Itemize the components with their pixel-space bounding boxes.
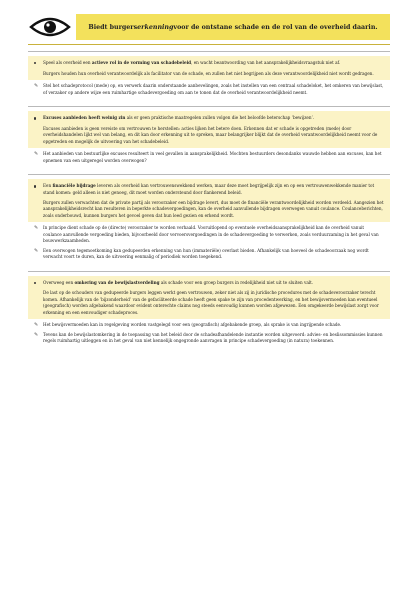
header <box>28 10 390 45</box>
eye-icon <box>28 13 72 41</box>
pencil-icon: ✎ <box>34 247 39 254</box>
pencil-icon: ✎ <box>34 151 39 158</box>
document-page <box>28 10 390 348</box>
paragraph: Excuses aanbieden is geen vereiste om vertrouwen te herstellen: acties lijken het betere doen. Erkennen dat er schade is opgetreden (mede) door overheidshandelen lijkt wel van belang, en dit kan door erkenning uit te spreken, maar belangrijker blijkt dat de overheid verantwoordelijkheid neemt voor de opgetreden en mogelijk de uitvoering van het schadebeleid. <box>43 125 378 144</box>
section-4 <box>28 271 390 349</box>
bullet-item: Overweeg een omkering van de bewijslastverdeling als schade voor een groep burgers in redelijkheid niet uit te sluiten valt. <box>34 280 384 287</box>
note-item: ✎ Stel het schadeprotocol (mede) op, en verwerk daarin onderstaande aanbevelingen, zoals het instellen van een centraal schadeloket, het omkeren van bewijslast, of verzaker op andere wijze een ruimhartige schadevergoeding om aan te tonen dat de overheid verantwoordelijkheid neemt. <box>34 83 384 95</box>
bullet-icon <box>34 282 36 284</box>
pencil-icon: ✎ <box>34 225 39 232</box>
section-1 <box>28 51 390 100</box>
paragraph: De last op de schouders van gedupeerde burgers leggen werkt geen vertrouwen, zeker niet als zij in juridische procedures met de schadeveroorzaker terecht komen. Afhankelijk van de ‘bijzonderheid’ van de gefaciliteerde schade heeft geen spake te zijn van procedentwerking, en het bewijsvermoeden kan eventueel (geografisch) worden afgebakend waardoor evident onterechte claims nog steeds eenvoudig kunnen worden afgewezen. Een omgekeerde bewijslast zorgt voor erkenning en een eenvoudiger schadeproces. <box>43 290 379 315</box>
bullet-item: Speel als overheid een actieve rol in de vorming van schadebeleid, en wacht beantwoording van het aansprakelijkheidsvraagstuk niet af. <box>34 60 384 67</box>
section-3 <box>28 174 390 264</box>
bullet-icon <box>34 62 36 64</box>
bullet-icon <box>34 185 36 187</box>
bullet-item: Excuses aanbieden heeft weinig zin als er geen praktische maatregelen zullen volgen die het beloofde beterschap ‘bewijzen’. <box>34 115 384 122</box>
note-item: ✎ Het bewijsvermoeden kan in regelgeving worden vastgelegd voor een (geografisch) afgebakende groep, als sprake is van ingrijpende schade. <box>34 322 342 329</box>
pencil-icon: ✎ <box>34 331 39 338</box>
bullet-icon <box>34 117 36 119</box>
note-item: ✎ Tevens kan de bewijslastomkering in de toepassing van het beleid door de schadeafhandelende instantie worden uitgevoerd: advies- en beslissommissies kunnen regels ruimhartig uitleggen en in het geval van niet kennelijk ongegronde aanvragen in principe schadevergoeding (in natura) toekennen. <box>34 331 383 343</box>
page-title: Biedt burgers erkenning voor de ontstane schade en de rol van de overheid daarin. <box>76 14 390 40</box>
pencil-icon: ✎ <box>34 83 39 90</box>
note-item: ✎ Een overwogen tegemoetkoming kan gedupeerden erkenning van hun (immateriële) overlast bieden. Afhankelijk van hoeveel de schadeoorzaak nog wordt verwacht voort te duren, kan de uitvoering eenmalig of periodiek worden toegekend. <box>34 247 369 260</box>
note-item: ✎ Het aanbieden van bestuurlijke excuses resulteert in veel gevallen in aansprakelijkheid. Mochten bestuurders desondanks wauwde hebben aan excuses, kan het opnemen van een uitgeregel worden overwogen? <box>34 151 382 163</box>
bullet-item: Een financiële bijdrage leveren als overheid kan vertrouwenswekkend werken, maar deze moet begrijpelijk zijn en op een vertrouwenwekkende manier tot stand komen: geld alleen is niet genoeg, dit moet worden ondersteund door flankerend beleid. <box>34 183 384 196</box>
paragraph: Burgers houden hun overheid verantwoordelijk als facilitator van de schade, en zullen het niet begrijpen als deze verantwoordelijkheid niet wordt gedragen. <box>43 70 374 76</box>
pencil-icon: ✎ <box>34 322 39 329</box>
section-2 <box>28 106 390 168</box>
paragraph: Burgers zullen verwachten dat de private partij als veroorzaker een bijdrage levert, dus moet de financiële verantwoordelijkheid worden verdeeld. Aangezien het aansprakelijkheidsrecht kan resulteren in beperkte schadevergoedingen, kan de overheid aanvullende bijdragen overwegen vanuit coulance. Coulanceberichten, zoals onderbouwd, kunnen burgers het gevoel geven dat hun leed gezien en erkend wordt. <box>43 200 384 218</box>
note-item: ✎ In principe dient schade op de (directe) veroorzaker te worden verhaald. Vooruitlopend op eventuele overheidsaansprakelijkheid kan de overheid vanuit coulance aanvullende vergoeding bieden, bijvoorbeeld door vervoersvergoedingen in de schadevergoeding te verwerken, zoals verduurzaming in het geval van bouwwerkzaamheden. <box>34 225 379 244</box>
